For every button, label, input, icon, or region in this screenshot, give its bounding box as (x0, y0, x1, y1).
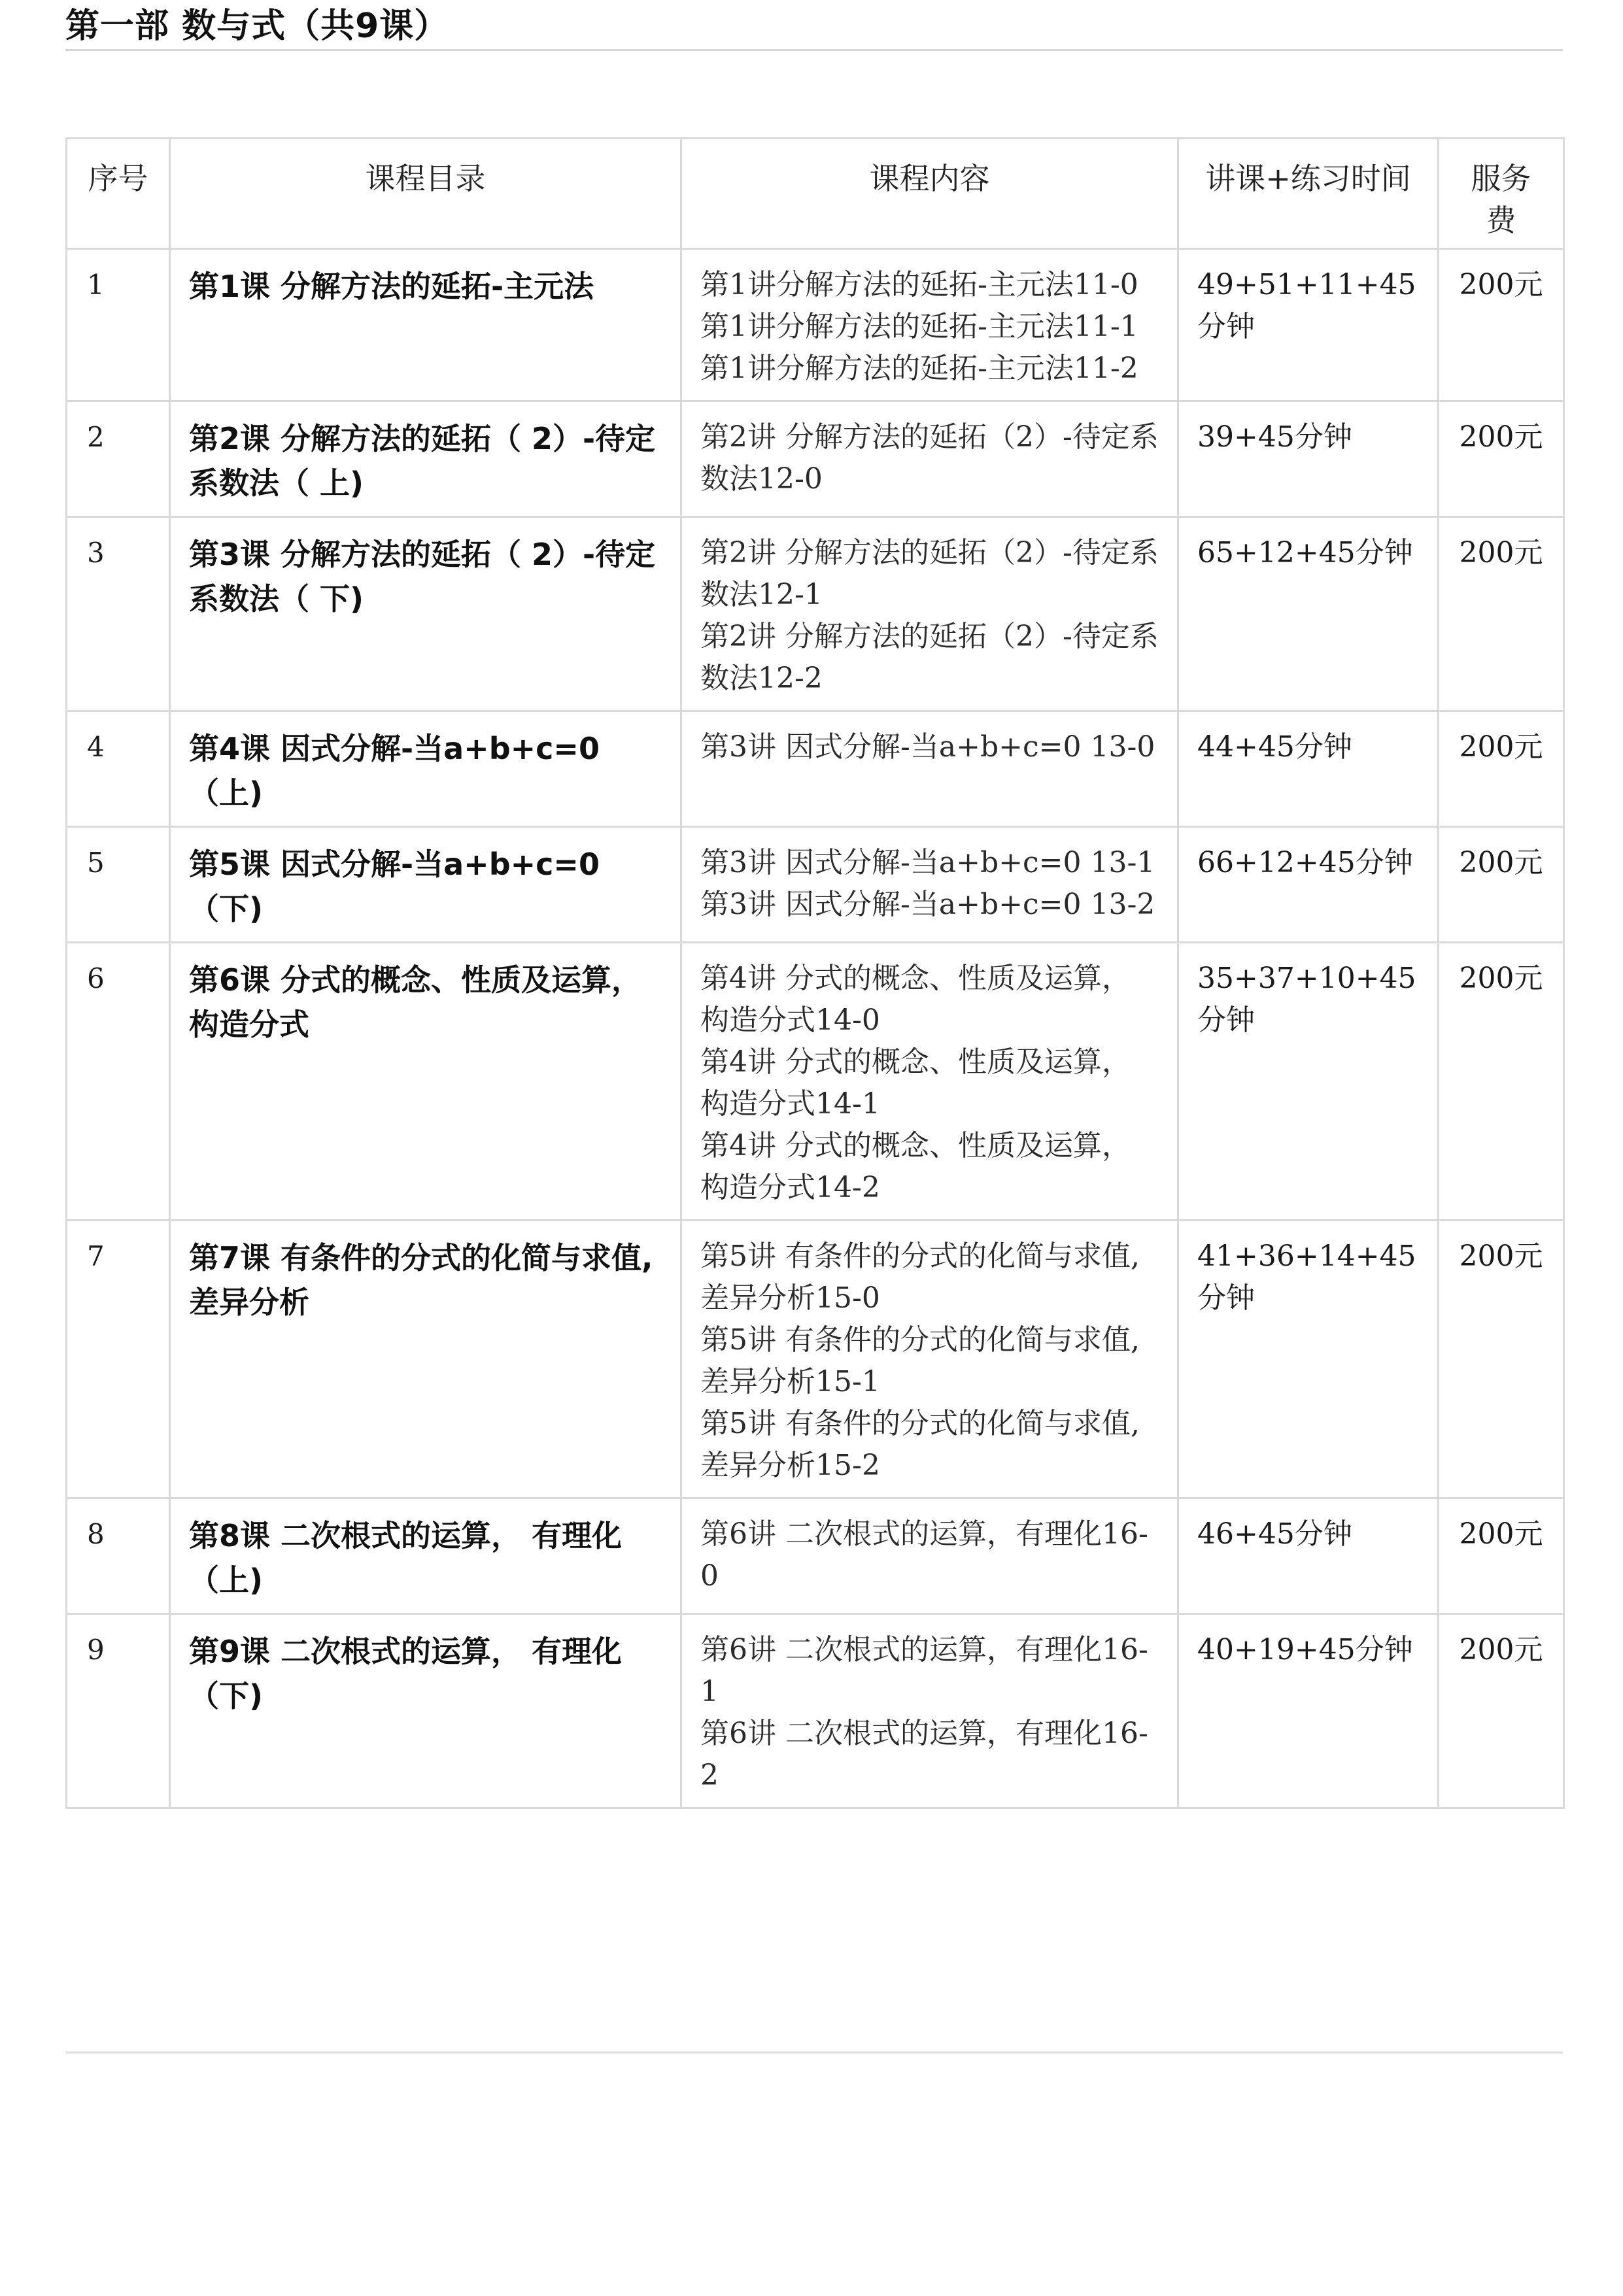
content-line: 第1讲分解方法的延拓-主元法11-2 (700, 352, 1138, 385)
course-title: 第1课 分解方法的延拓-主元法 (170, 249, 681, 401)
lecture-practice-time: 40+19+45分钟 (1178, 1614, 1439, 1808)
table-row (67, 1614, 1564, 1808)
content-line: 第4讲 分式的概念、性质及运算，构造分式14-2 (700, 1129, 1131, 1204)
lecture-practice-time: 66+12+45分钟 (1178, 827, 1439, 943)
service-fee: 200元 (1439, 517, 1564, 711)
content-line: 第2讲 分解方法的延拓（2）-待定系数法12-1 (700, 536, 1159, 611)
row-index: 7 (67, 1221, 170, 1498)
row-index: 5 (67, 827, 170, 943)
course-content (681, 1221, 1178, 1498)
lecture-practice-time: 39+45分钟 (1178, 401, 1439, 517)
course-title: 第7课 有条件的分式的化简与求值,差异分析 (170, 1221, 681, 1498)
content-line: 第3讲 因式分解-当a+b+c=0 13-2 (700, 888, 1155, 921)
course-content (681, 1614, 1178, 1808)
table-row (67, 249, 1564, 401)
table-row (67, 1498, 1564, 1614)
table-body (67, 249, 1564, 1808)
lecture-practice-time: 46+45分钟 (1178, 1498, 1439, 1614)
content-line: 第2讲 分解方法的延拓（2）-待定系数法12-2 (700, 620, 1159, 695)
service-fee: 200元 (1439, 1221, 1564, 1498)
row-index: 8 (67, 1498, 170, 1614)
page-header (65, 5, 1563, 51)
course-title: 第8课 二次根式的运算， 有理化（上) (170, 1498, 681, 1614)
course-title: 第4课 因式分解-当a+b+c=0（上) (170, 711, 681, 827)
content-line: 第1讲分解方法的延拓-主元法11-0 (700, 268, 1138, 301)
content-line: 第1讲分解方法的延拓-主元法11-1 (700, 310, 1138, 343)
content-line: 第3讲 因式分解-当a+b+c=0 13-1 (700, 846, 1155, 879)
page-title: 第一部 数与式（共9课） (65, 7, 449, 46)
row-index: 3 (67, 517, 170, 711)
service-fee: 200元 (1439, 401, 1564, 517)
service-fee: 200元 (1439, 1498, 1564, 1614)
lecture-practice-time: 41+36+14+45分钟 (1178, 1221, 1439, 1498)
service-fee: 200元 (1439, 1614, 1564, 1808)
lecture-practice-time: 44+45分钟 (1178, 711, 1439, 827)
content-line: 第4讲 分式的概念、性质及运算，构造分式14-1 (700, 1045, 1131, 1121)
row-index: 9 (67, 1614, 170, 1808)
row-index: 1 (67, 249, 170, 401)
content-line: 第5讲 有条件的分式的化简与求值,差异分析15-2 (700, 1407, 1140, 1482)
table-row (67, 401, 1564, 517)
course-title: 第6课 分式的概念、性质及运算， 构造分式 (170, 943, 681, 1221)
course-title: 第5课 因式分解-当a+b+c=0（下) (170, 827, 681, 943)
column-header-fee: 服务费 (1439, 139, 1564, 249)
lecture-practice-time: 49+51+11+45分钟 (1178, 249, 1439, 401)
lecture-practice-time: 35+37+10+45分钟 (1178, 943, 1439, 1221)
service-fee: 200元 (1439, 711, 1564, 827)
service-fee: 200元 (1439, 249, 1564, 401)
content-line: 第6讲 二次根式的运算，有理化16-0 (700, 1517, 1148, 1593)
row-index: 2 (67, 401, 170, 517)
content-line: 第5讲 有条件的分式的化简与求值,差异分析15-1 (700, 1323, 1140, 1398)
service-fee: 200元 (1439, 943, 1564, 1221)
table-row (67, 1221, 1564, 1498)
table-row (67, 827, 1564, 943)
course-content (681, 827, 1178, 943)
column-header-index: 序号 (67, 139, 170, 249)
course-content (681, 1498, 1178, 1614)
content-line: 第4讲 分式的概念、性质及运算，构造分式14-0 (700, 962, 1131, 1037)
table-row (67, 517, 1564, 711)
course-title: 第3课 分解方法的延拓（ 2）-待定系数法（ 下) (170, 517, 681, 711)
content-line: 第3讲 因式分解-当a+b+c=0 13-0 (700, 730, 1155, 764)
column-header-time: 讲课+练习时间 (1178, 139, 1439, 249)
content-line: 第6讲 二次根式的运算，有理化16-1 (700, 1633, 1148, 1708)
lecture-practice-time: 65+12+45分钟 (1178, 517, 1439, 711)
table-row (67, 943, 1564, 1221)
service-fee: 200元 (1439, 827, 1564, 943)
course-title: 第2课 分解方法的延拓（ 2）-待定系数法（ 上) (170, 401, 681, 517)
content-line: 第2讲 分解方法的延拓（2）-待定系数法12-0 (700, 420, 1159, 496)
course-title: 第9课 二次根式的运算， 有理化（下) (170, 1614, 681, 1808)
row-index: 6 (67, 943, 170, 1221)
course-content (681, 711, 1178, 827)
course-content (681, 249, 1178, 401)
column-header-course-content: 课程内容 (681, 139, 1178, 249)
course-content (681, 401, 1178, 517)
course-content (681, 943, 1178, 1221)
course-content (681, 517, 1178, 711)
footer-divider (65, 2051, 1563, 2053)
table-header-row (67, 139, 1564, 249)
table-row (67, 711, 1564, 827)
course-table (65, 137, 1565, 1809)
column-header-course-title: 课程目录 (170, 139, 681, 249)
content-line: 第5讲 有条件的分式的化简与求值,差异分析15-0 (700, 1240, 1140, 1315)
content-line: 第6讲 二次根式的运算，有理化16-2 (700, 1717, 1148, 1792)
row-index: 4 (67, 711, 170, 827)
